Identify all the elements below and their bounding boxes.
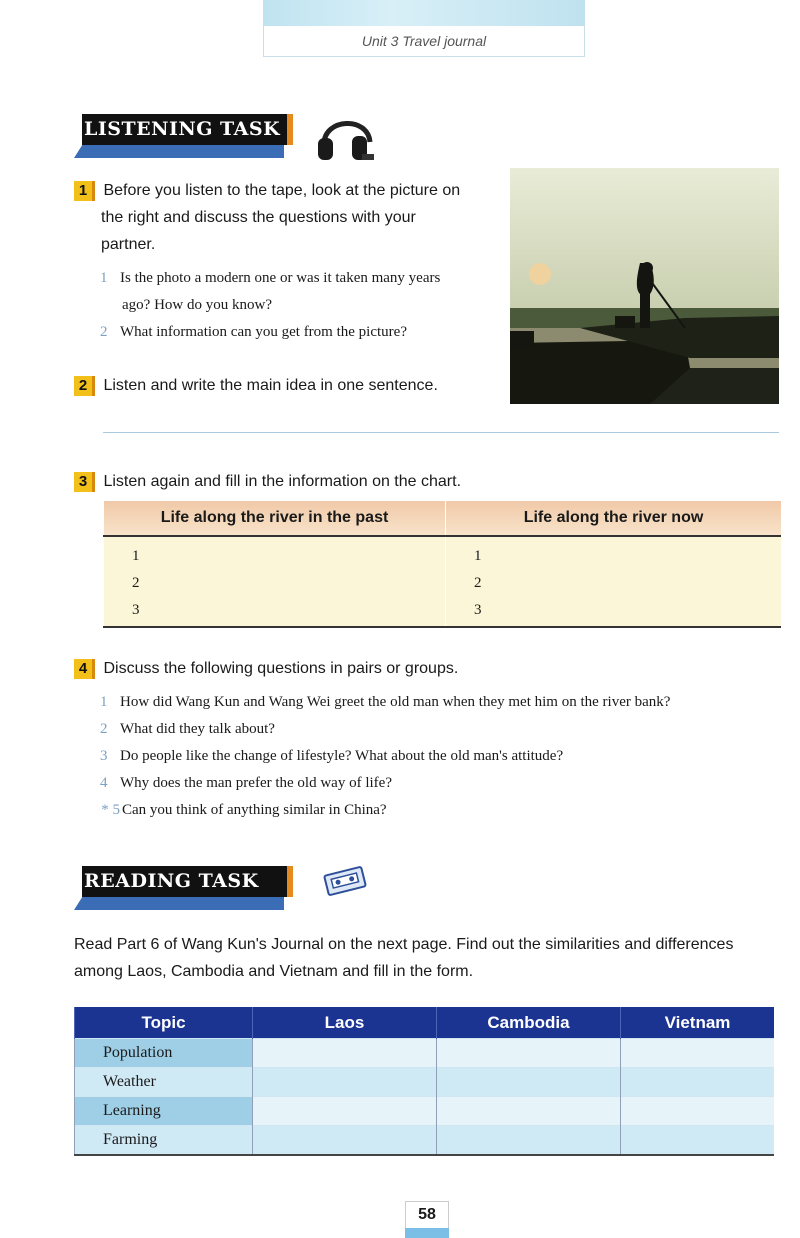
- reading-line2: among Laos, Cambodia and Vietnam and fill in the form.: [74, 963, 474, 980]
- header-band: [263, 0, 585, 26]
- table-header-topic: Topic: [75, 1007, 253, 1039]
- subq-text: Why does the man prefer the old way of life?: [120, 775, 392, 791]
- reading-instruction: [74, 931, 789, 985]
- subq-number: 3: [100, 748, 108, 764]
- subq-text: What did they talk about?: [120, 721, 275, 737]
- question-3: [74, 468, 461, 495]
- subq-number: 1: [100, 694, 108, 710]
- table-cell[interactable]: [253, 1126, 437, 1156]
- page-number: 58: [405, 1201, 449, 1228]
- subq-text: What information can you get from the picture?: [120, 324, 407, 340]
- table-header-vietnam: Vietnam: [621, 1007, 775, 1039]
- table-cell[interactable]: [437, 1039, 621, 1068]
- chart-past-item: 3: [132, 602, 140, 618]
- subq-number: 4: [100, 775, 108, 791]
- chart-now-cell[interactable]: [446, 536, 782, 627]
- chart-past-item: 2: [132, 575, 140, 591]
- subq-text: ago? How do you know?: [122, 297, 272, 313]
- listening-banner: [74, 114, 304, 158]
- q4-subquestions: [100, 689, 790, 824]
- subq-number: 2: [100, 324, 108, 340]
- river-life-chart: [103, 501, 781, 628]
- question-4: [74, 655, 458, 682]
- table-row: [75, 1097, 775, 1126]
- table-cell[interactable]: [253, 1039, 437, 1068]
- subq-number: 2: [100, 721, 108, 737]
- q1-line2: the right and discuss the questions with your: [101, 209, 416, 226]
- chart-past-item: 1: [132, 548, 140, 564]
- river-boat-photo: [510, 168, 779, 404]
- table-cell[interactable]: [253, 1068, 437, 1097]
- table-header-cambodia: Cambodia: [437, 1007, 621, 1039]
- table-cell[interactable]: [437, 1068, 621, 1097]
- q1-line1: Before you listen to the tape, look at the picture on: [103, 182, 461, 199]
- chart-header-past: Life along the river in the past: [104, 501, 446, 536]
- table-cell[interactable]: [621, 1068, 775, 1097]
- question-number: 3: [74, 472, 95, 492]
- q1-subquestions: [100, 265, 500, 346]
- page-number-box: [405, 1201, 449, 1237]
- chart-past-cell[interactable]: [104, 536, 446, 627]
- table-header-laos: Laos: [253, 1007, 437, 1039]
- cassette-icon: [322, 865, 368, 902]
- row-label: Learning: [75, 1097, 253, 1126]
- question-1: [74, 177, 499, 258]
- banner-orange-bar: [287, 866, 293, 897]
- table-cell[interactable]: [621, 1039, 775, 1068]
- reading-banner: [74, 866, 304, 910]
- table-row: [75, 1039, 775, 1068]
- row-label: Farming: [75, 1126, 253, 1156]
- listening-banner-text: LISTENING TASK: [84, 118, 281, 140]
- question-number: 4: [74, 659, 95, 679]
- q4-text: Discuss the following questions in pairs or groups.: [103, 660, 459, 677]
- table-cell[interactable]: [253, 1097, 437, 1126]
- banner-orange-bar: [287, 114, 293, 145]
- subq-text: How did Wang Kun and Wang Wei greet the old man when they met him on the river bank?: [120, 694, 671, 710]
- chart-now-item: 3: [474, 602, 482, 618]
- table-cell[interactable]: [437, 1126, 621, 1156]
- question-number: 1: [74, 181, 95, 201]
- q3-text: Listen again and fill in the information on the chart.: [103, 473, 462, 490]
- chart-now-item: 2: [474, 575, 482, 591]
- reading-banner-text: READING TASK: [84, 870, 259, 892]
- q2-text: Listen and write the main idea in one sentence.: [103, 377, 438, 394]
- subq-text: Do people like the change of lifestyle? What about the old man's attitude?: [120, 748, 564, 764]
- countries-table: [74, 1007, 774, 1156]
- answer-line: [103, 432, 779, 433]
- row-label: Population: [75, 1039, 253, 1068]
- chart-now-item: 1: [474, 548, 482, 564]
- q1-line3: partner.: [101, 236, 156, 253]
- unit-title: Unit 3 Travel journal: [361, 33, 487, 49]
- table-cell[interactable]: [621, 1097, 775, 1126]
- question-number: 2: [74, 376, 95, 396]
- chart-header-now: Life along the river now: [446, 501, 782, 536]
- subq-number: 1: [100, 270, 108, 286]
- table-row: [75, 1068, 775, 1097]
- headphones-icon: [316, 110, 378, 169]
- table-cell[interactable]: [621, 1126, 775, 1156]
- table-row: [75, 1126, 775, 1156]
- subq-text: Is the photo a modern one or was it taken many years: [120, 270, 441, 286]
- reading-line1: Read Part 6 of Wang Kun's Journal on the next page. Find out the similarities and differences: [74, 936, 734, 953]
- row-label: Weather: [75, 1068, 253, 1097]
- subq-number: * 5: [101, 802, 120, 818]
- table-cell[interactable]: [437, 1097, 621, 1126]
- subq-text: Can you think of anything similar in China?: [122, 802, 387, 818]
- question-2: [74, 372, 438, 399]
